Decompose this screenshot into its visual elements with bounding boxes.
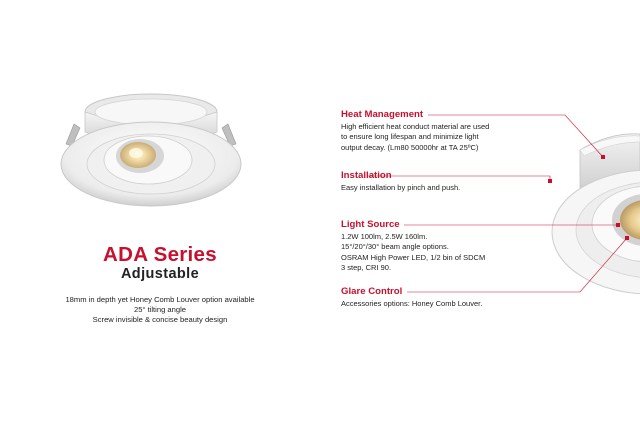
callout-marker-glare-control [625, 236, 629, 240]
spec-heading-heat-management: Heat Management [341, 109, 424, 120]
feature-line: Screw invisible & concise beauty design [92, 315, 228, 325]
callout-line-glare-control [407, 238, 627, 292]
spec-heading-light-source: Light Source [341, 219, 400, 230]
spec-heading-glare-control: Glare Control [341, 286, 403, 297]
spec-line: High efficient heat conduct material are used [341, 122, 490, 131]
spec-line: to ensure long lifespan and minimize light [341, 132, 479, 142]
spec-line: 1.2W 100lm, 2.5W 160lm. [341, 232, 428, 241]
spec-line: output decay. (Lm80 50000hr at TA 25ºC) [341, 142, 479, 152]
callout-marker-light-source [616, 223, 620, 227]
spec-line: 15°/20°/30° beam angle options. [341, 242, 449, 252]
callout-line-installation [368, 176, 550, 181]
series-subtitle: Adjustable [120, 266, 200, 282]
spec-line: 3 step, CRI 90. [341, 262, 392, 272]
callout-marker-heat-management [601, 155, 605, 159]
callout-line-heat-management [428, 115, 603, 157]
spec-line: OSRAM High Power LED, 1/2 bin of SDCM [341, 252, 486, 262]
feature-line: 18mm in depth yet Honey Comb Louver option available [65, 295, 255, 304]
series-title: ADA Series [103, 243, 217, 266]
callout-marker-installation [548, 179, 552, 183]
spec-heading-installation: Installation [341, 170, 392, 181]
feature-line: 25° tilting angle [133, 305, 186, 315]
spec-line: Accessories options: Honey Comb Louver. [341, 299, 483, 308]
spec-line: Easy installation by pinch and push. [341, 183, 461, 192]
